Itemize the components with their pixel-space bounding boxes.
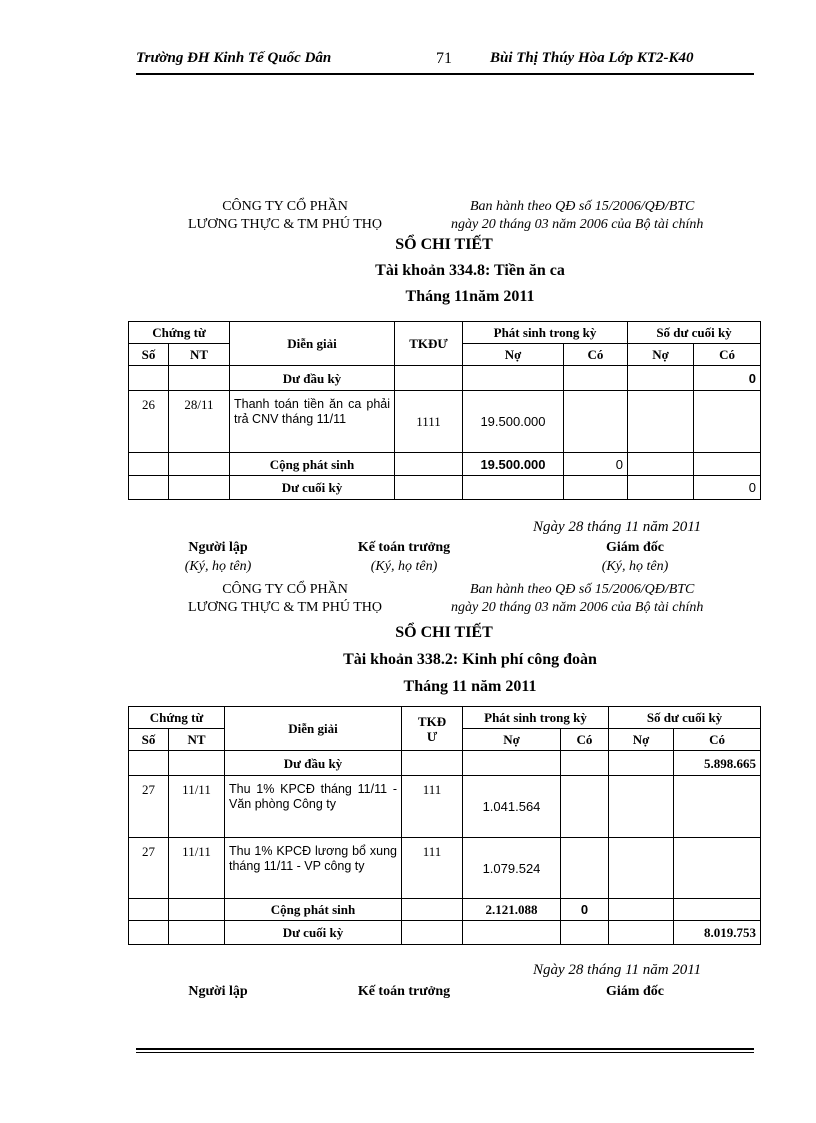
table-row xyxy=(129,838,761,899)
s1-h-co2: Có xyxy=(694,344,761,366)
s1-opening-co: 0 xyxy=(694,366,761,391)
s1-sig-note1: (Ký, họ tên) xyxy=(184,559,252,574)
s1-decree-line1: Ban hành theo QĐ số 15/2006/QĐ/BTC xyxy=(470,199,695,214)
table-row xyxy=(129,751,761,776)
s1-title: SỔ CHI TIẾT xyxy=(395,236,493,253)
s2-closing-co: 8.019.753 xyxy=(674,921,761,945)
s1-sig-note2: (Ký, họ tên) xyxy=(370,559,438,574)
table-row xyxy=(129,921,761,945)
s1-sig-chief: Kế toán trưởng xyxy=(357,540,451,555)
s1-sig-preparer: Người lập xyxy=(188,540,248,555)
s2-row2-so: 27 xyxy=(129,838,169,899)
table-row xyxy=(129,391,761,453)
s2-row2-no: 1.079.524 xyxy=(463,838,561,899)
s2-title: SỔ CHI TIẾT xyxy=(395,624,493,641)
s2-row2-nt: 11/11 xyxy=(169,838,225,899)
s2-h-no: Nợ xyxy=(463,729,561,751)
s2-decree-line1: Ban hành theo QĐ số 15/2006/QĐ/BTC xyxy=(470,582,695,597)
s2-row1-desc: Thu 1% KPCĐ tháng 11/11 - Văn phòng Công ty xyxy=(225,776,402,838)
s1-h-nt: NT xyxy=(169,344,230,366)
s1-date: Ngày 28 tháng 11 năm 2011 xyxy=(533,519,702,535)
s1-month: Tháng 11năm 2011 xyxy=(405,288,535,305)
s2-sig-chief: Kế toán trưởng xyxy=(357,984,451,999)
s2-h-co: Có xyxy=(561,729,609,751)
header-rule xyxy=(136,73,754,75)
footer-rule-bottom xyxy=(136,1052,754,1053)
s1-account: Tài khoản 334.8: Tiền ăn ca xyxy=(375,262,565,279)
s1-h-closing: Số dư cuối kỳ xyxy=(628,322,761,344)
s2-opening-co: 5.898.665 xyxy=(674,751,761,776)
s2-h-desc: Diễn giải xyxy=(225,707,402,751)
s2-h-period: Phát sinh trong kỳ xyxy=(463,707,609,729)
s1-sig-director: Giám đốc xyxy=(606,540,664,555)
s1-h-period: Phát sinh trong kỳ xyxy=(463,322,628,344)
s2-date: Ngày 28 tháng 11 năm 2011 xyxy=(533,962,702,978)
s2-total-label: Cộng phát sinh xyxy=(225,899,402,921)
s2-h-so: Số xyxy=(129,729,169,751)
footer-rule-top xyxy=(136,1048,754,1050)
s1-decree-line2: ngày 20 tháng 03 năm 2006 của Bộ tài chính xyxy=(451,217,704,232)
s2-h-voucher: Chứng từ xyxy=(129,707,225,729)
s1-h-so: Số xyxy=(129,344,169,366)
s1-h-co: Có xyxy=(564,344,628,366)
s2-total-no: 2.121.088 xyxy=(463,899,561,921)
s1-h-voucher: Chứng từ xyxy=(129,322,230,344)
s2-row1-nt: 11/11 xyxy=(169,776,225,838)
s2-row2-desc: Thu 1% KPCĐ lương bổ xung tháng 11/11 - VP công ty xyxy=(225,838,402,899)
s2-h-tkdu xyxy=(402,707,463,751)
s2-row1-tkdu: 111 xyxy=(402,776,463,838)
s1-row-nt: 28/11 xyxy=(169,391,230,453)
s1-ledger-table xyxy=(128,321,761,500)
s2-h-closing: Số dư cuối kỳ xyxy=(609,707,761,729)
s1-h-no2: Nợ xyxy=(628,344,694,366)
s2-total-co: 0 xyxy=(561,899,609,921)
header-author: Bùi Thị Thúy Hòa Lớp KT2-K40 xyxy=(490,50,694,66)
table-row xyxy=(129,366,761,391)
table-row xyxy=(129,776,761,838)
s1-h-no: Nợ xyxy=(463,344,564,366)
s1-total-no: 19.500.000 xyxy=(463,453,564,476)
table-row xyxy=(129,899,761,921)
s2-opening-label: Dư đầu kỳ xyxy=(225,751,402,776)
s1-row-no: 19.500.000 xyxy=(463,391,564,453)
s1-total-label: Cộng phát sinh xyxy=(230,453,395,476)
s1-row-so: 26 xyxy=(129,391,169,453)
s1-closing-label: Dư cuối kỳ xyxy=(230,476,395,500)
s2-row2-tkdu: 111 xyxy=(402,838,463,899)
s2-h-tkdu-line1: TKĐ xyxy=(417,713,447,729)
s1-opening-label: Dư đầu kỳ xyxy=(230,366,395,391)
table-row xyxy=(129,453,761,476)
s1-closing-co: 0 xyxy=(694,476,761,500)
s1-company-line2: LƯƠNG THỰC & TM PHÚ THỌ xyxy=(187,217,383,232)
page-number: 71 xyxy=(436,50,452,67)
s1-row-desc: Thanh toán tiền ăn ca phải trả CNV tháng 11/11 xyxy=(230,391,395,453)
s1-row-tkdu: 1111 xyxy=(395,391,463,453)
s2-company-line1: CÔNG TY CỔ PHẦN xyxy=(222,582,348,597)
header-school: Trường ĐH Kinh Tế Quốc Dân xyxy=(136,50,332,66)
s2-decree-line2: ngày 20 tháng 03 năm 2006 của Bộ tài chính xyxy=(451,600,704,615)
s2-row1-no: 1.041.564 xyxy=(463,776,561,838)
s1-company-line1: CÔNG TY CỔ PHẦN xyxy=(222,199,348,214)
s2-h-nt: NT xyxy=(169,729,225,751)
s2-month: Tháng 11 năm 2011 xyxy=(403,678,537,695)
s1-h-tkdu: TKĐƯ xyxy=(395,322,463,366)
table-row xyxy=(129,476,761,500)
s2-sig-director: Giám đốc xyxy=(606,984,664,999)
s1-sig-note3: (Ký, họ tên) xyxy=(601,559,669,574)
s2-h-tkdu-line2: Ư xyxy=(426,728,438,744)
s2-h-no2: Nợ xyxy=(609,729,674,751)
s2-h-co2: Có xyxy=(674,729,761,751)
s2-ledger-table xyxy=(128,706,761,945)
s2-closing-label: Dư cuối kỳ xyxy=(225,921,402,945)
s2-company-line2: LƯƠNG THỰC & TM PHÚ THỌ xyxy=(187,600,383,615)
s2-account: Tài khoản 338.2: Kinh phí công đoàn xyxy=(343,651,597,668)
s1-total-co: 0 xyxy=(564,453,628,476)
s1-h-desc: Diễn giải xyxy=(230,322,395,366)
s2-row1-so: 27 xyxy=(129,776,169,838)
s2-sig-preparer: Người lập xyxy=(188,984,248,999)
